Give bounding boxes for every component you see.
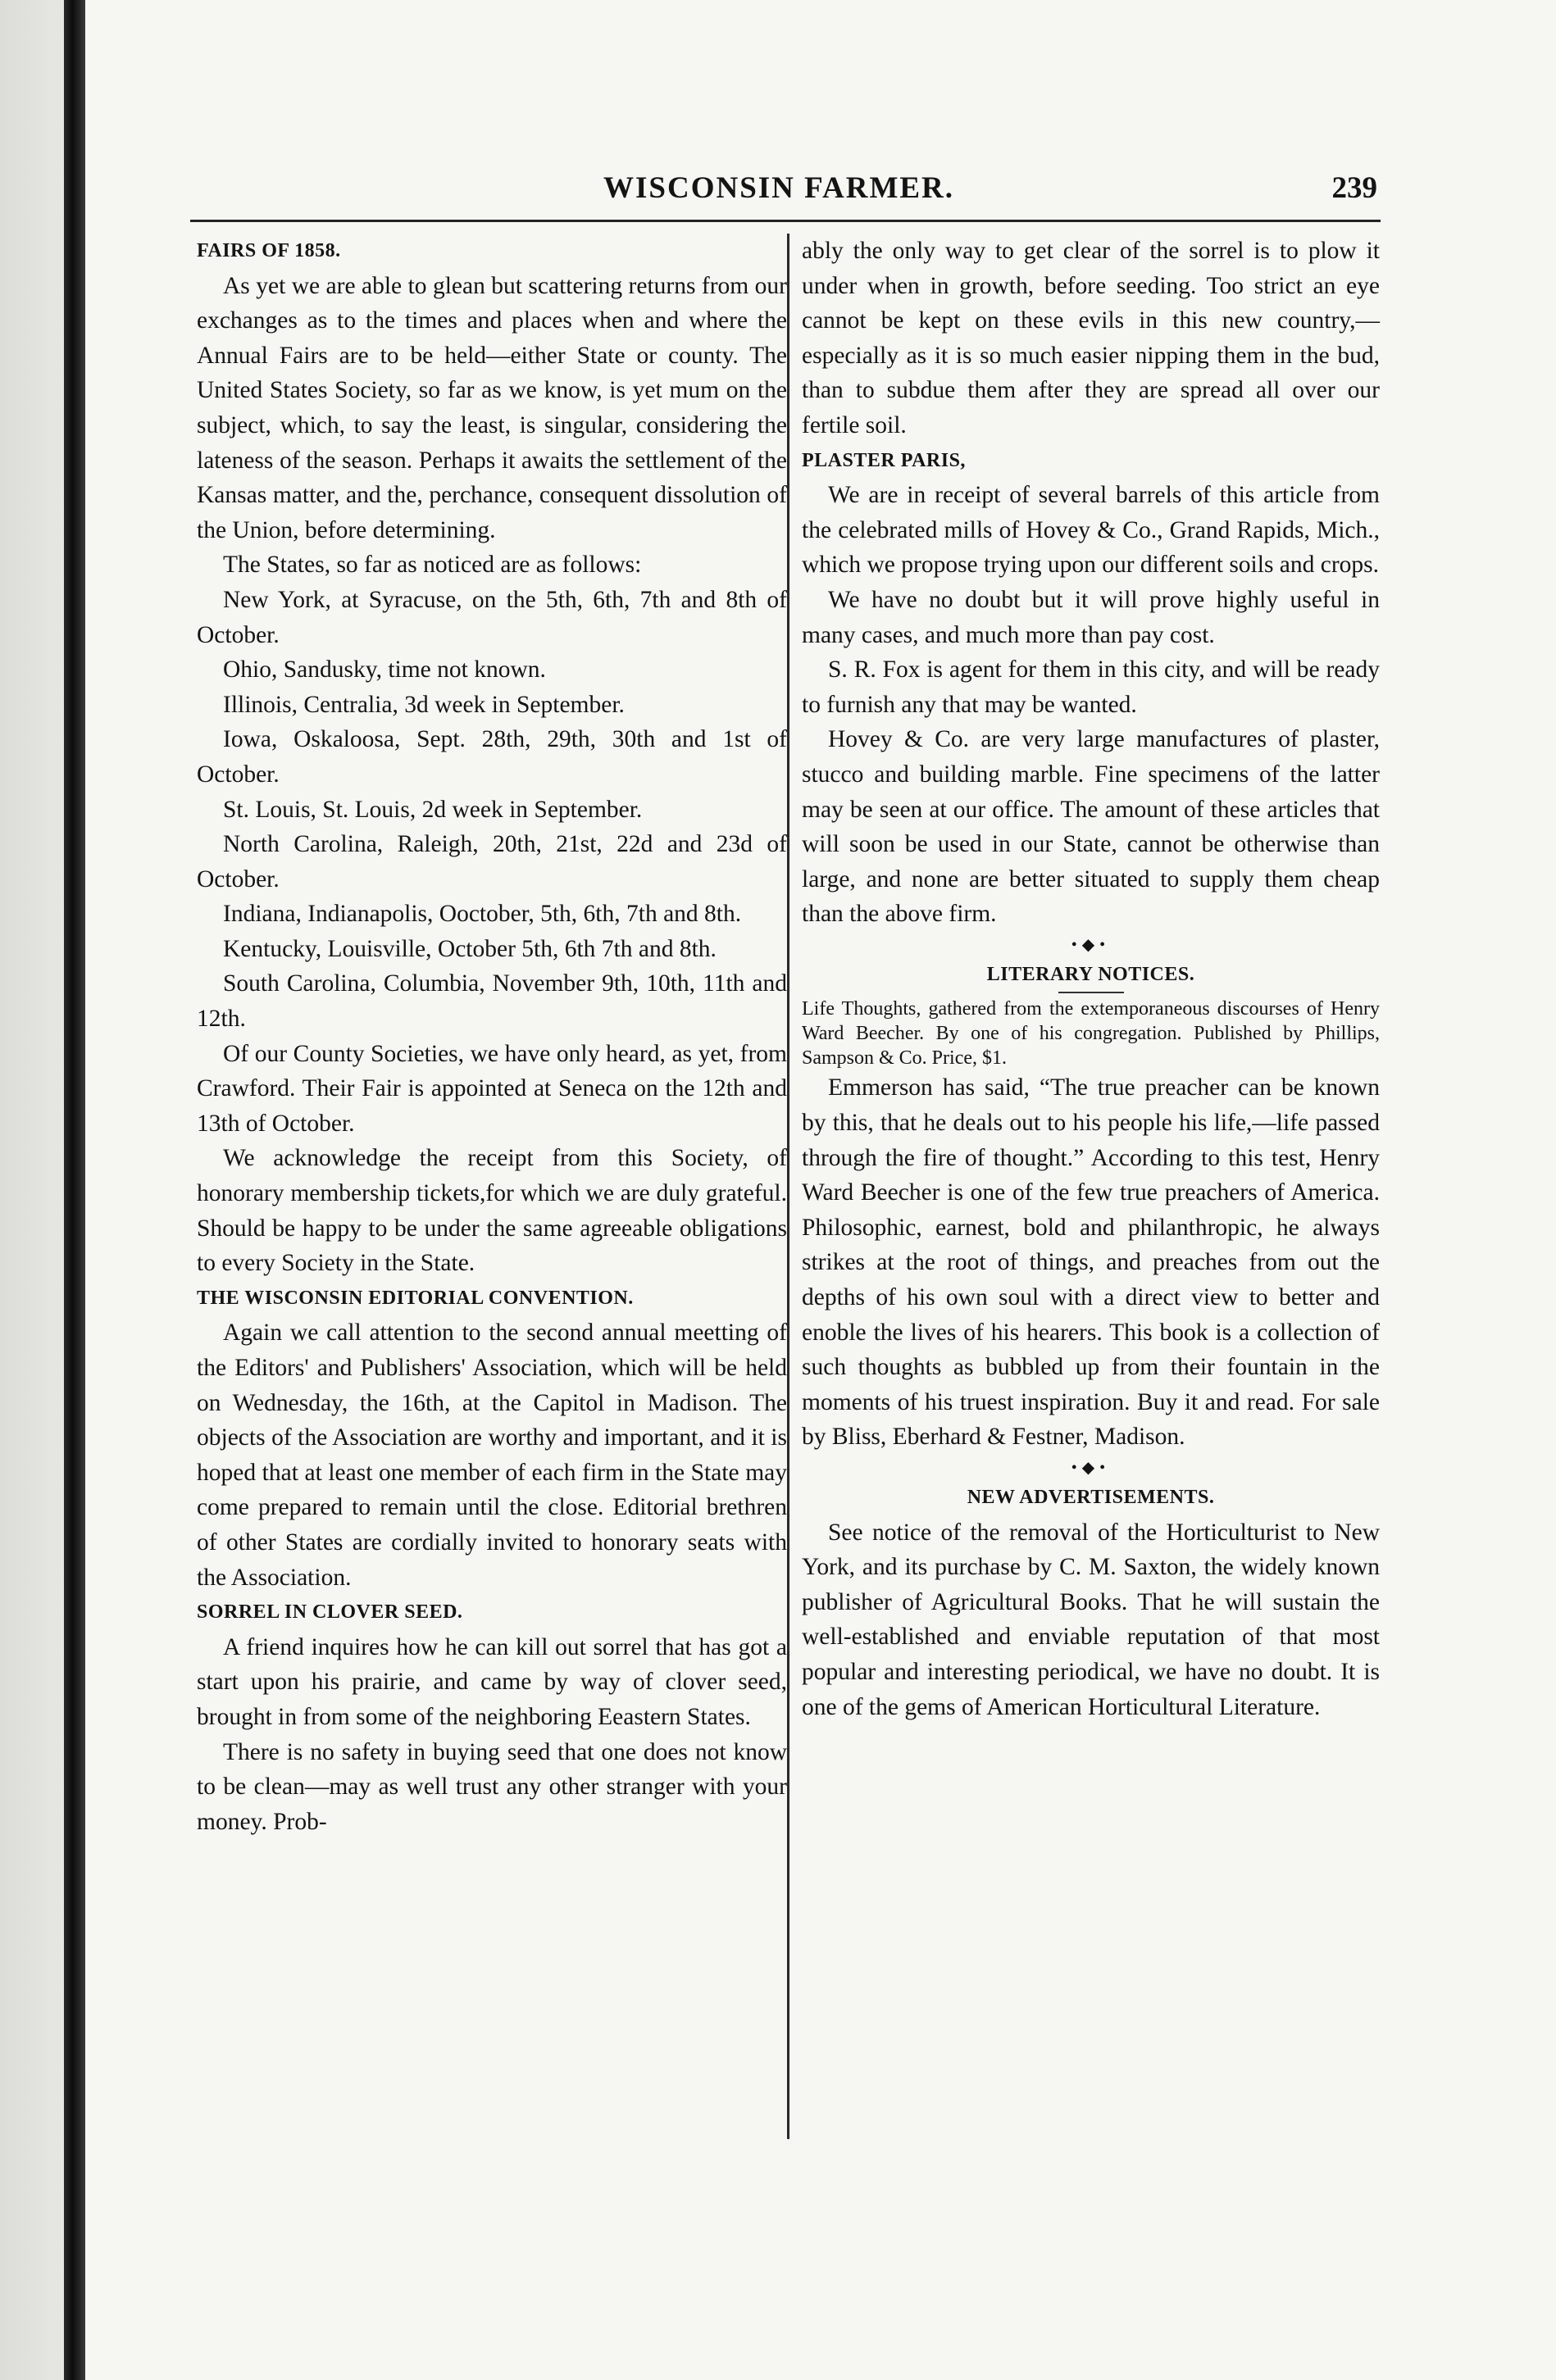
scan-margin <box>0 0 64 2380</box>
column-divider <box>787 234 789 2139</box>
fair-entry: South Carolina, Columbia, November 9th, 10th, 11th and 12th. <box>197 970 787 1033</box>
convention-paragraph: Again we call attention to the second annual meetting of the Editors' and Publishers' Association, which will be held on Wednesday, the 16th, at the Capitol in Madison. The objects of the Association are worthy and important, and it is hoped that at least one member of each firm in the State may come prepared to remain until the close. Editorial brethren of other States are cordially invited to honorary seats with the Association. <box>197 1319 787 1591</box>
fair-entry: Indiana, Indianapolis, Ooctober, 5th, 6th, 7th and 8th. <box>223 901 742 928</box>
plaster-heading: PLASTER PARIS, <box>802 449 966 471</box>
fair-entry: Illinois, Centralia, 3d week in September. <box>223 691 625 718</box>
plaster-paragraph-2: We have no doubt but it will prove highly useful in many cases, and much more than pay cost. <box>802 586 1380 648</box>
section-ornament <box>802 932 1380 957</box>
sorrel-paragraph-1: A friend inquires how he can kill out sorrel that has got a start upon his prairie, and came by way of clover seed, brought in from some of the neighboring Eeastern States. <box>197 1633 787 1730</box>
right-column <box>802 234 1380 1724</box>
advertisements-paragraph: See notice of the removal of the Horticulturist to New York, and its purchase by C. M. Saxton, the widely known publisher of Agricultural Books. That he will sustain the well-established and enviable reputation of that most popular and interesting periodical, we have no doubt. It is one of the gems of American Horticultural Literature. <box>802 1519 1380 1720</box>
sorrel-continued: ably the only way to get clear of the sorrel is to plow it under when in growth, before seeding. Too strict an eye cannot be kept on these evils in this new country,—especially as it is so much easier nipping them in the bud, than to subdue them after they are spread all over our fertile soil. <box>802 238 1380 438</box>
fair-entry: New York, at Syracuse, on the 5th, 6th, 7th and 8th of October. <box>197 586 787 648</box>
section-ornament <box>802 1455 1380 1480</box>
ornament-dingbat: •◆• <box>1071 1459 1111 1477</box>
fair-entry: St. Louis, St. Louis, 2d week in September. <box>223 796 643 823</box>
fair-entry: Kentucky, Louisville, October 5th, 6th 7th and 8th. <box>223 935 717 962</box>
literary-paragraph: Emmerson has said, “The true preacher can be known by this, that he deals out to his people his life,—life passed through the fire of thought.” According to this test, Henry Ward Beecher is one of the few true preachers of America. Philosophic, earnest, bold and philanthropic, he always strikes at the root of things, and preaches from out the depths of his own soul with a direct view to better and enoble the lives of his hearers. This book is a collection of such thoughts as bubbled up from their fountain in the moments of his truest inspiration. Buy it and read. For sale by Bliss, Eberhard & Festner, Madison. <box>802 1074 1380 1451</box>
fairs-paragraph-3: Of our County Societies, we have only heard, as yet, from Crawford. Their Fair is appointed at Seneca on the 12th and 13th of October. <box>197 1040 787 1137</box>
book-citation: Life Thoughts, gathered from the extemporaneous discourses of Henry Ward Beecher. By one of his congregation. Published by Phillips, Sampson & Co. Price, $1. <box>802 998 1380 1070</box>
fairs-paragraph-1: As yet we are able to glean but scattering returns from our exchanges as to the times and places when and where the Annual Fairs are to be held—either State or county. The United States Society, so far as we know, is yet mum on the subject, which, to say the least, is singular, considering the lateness of the season. Perhaps it awaits the settlement of the Kansas matter, and the, perchance, consequent dissolution of the Union, before determining. <box>197 272 787 543</box>
plaster-paragraph-3: S. R. Fox is agent for them in this city, and will be ready to furnish any that may be wanted. <box>802 656 1380 718</box>
page-number: 239 <box>1331 171 1377 205</box>
fairs-heading: FAIRS OF 1858. <box>197 240 341 261</box>
sorrel-heading: SORREL IN CLOVER SEED. <box>197 1601 463 1624</box>
fair-entry: Ohio, Sandusky, time not known. <box>223 656 546 684</box>
header-rule <box>190 220 1381 222</box>
plaster-paragraph-4: Hovey & Co. are very large manufactures of plaster, stucco and building marble. Fine specimens of the latter may be seen at our office. The amount of these articles that will soon be used in our State, cannot be otherwise than large, and none are better situated to supply them cheap than the above firm. <box>802 726 1380 928</box>
fair-entry: Iowa, Oskaloosa, Sept. 28th, 29th, 30th and 1st of October. <box>197 726 787 788</box>
running-head <box>85 170 1556 220</box>
fairs-paragraph-4: We acknowledge the receipt from this Society, of honorary membership tickets,for which we are duly grateful. Should be happy to be under the same agreeable obligations to every Society in the State. <box>197 1145 787 1277</box>
literary-heading: LITERARY NOTICES. <box>986 963 1195 985</box>
left-column <box>197 234 787 1839</box>
advertisements-heading: NEW ADVERTISEMENTS. <box>967 1487 1215 1508</box>
heading-rule <box>1058 992 1124 993</box>
binding-edge <box>64 0 85 2380</box>
journal-title: WISCONSIN FARMER. <box>603 171 955 205</box>
convention-heading: THE WISCONSIN EDITORIAL CONVENTION. <box>197 1287 634 1309</box>
fair-entry: North Carolina, Raleigh, 20th, 21st, 22d and 23d of October. <box>197 831 787 892</box>
fairs-paragraph-2: The States, so far as noticed are as follows: <box>223 552 642 579</box>
plaster-paragraph-1: We are in receipt of several barrels of this article from the celebrated mills of Hovey & Co., Grand Rapids, Mich., which we propose trying upon our different soils and crops. <box>802 482 1380 579</box>
ornament-dingbat: •◆• <box>1071 935 1111 954</box>
sorrel-paragraph-2: There is no safety in buying seed that one does not know to be clean—may as well trust any other stranger with your money. Prob- <box>197 1738 787 1835</box>
